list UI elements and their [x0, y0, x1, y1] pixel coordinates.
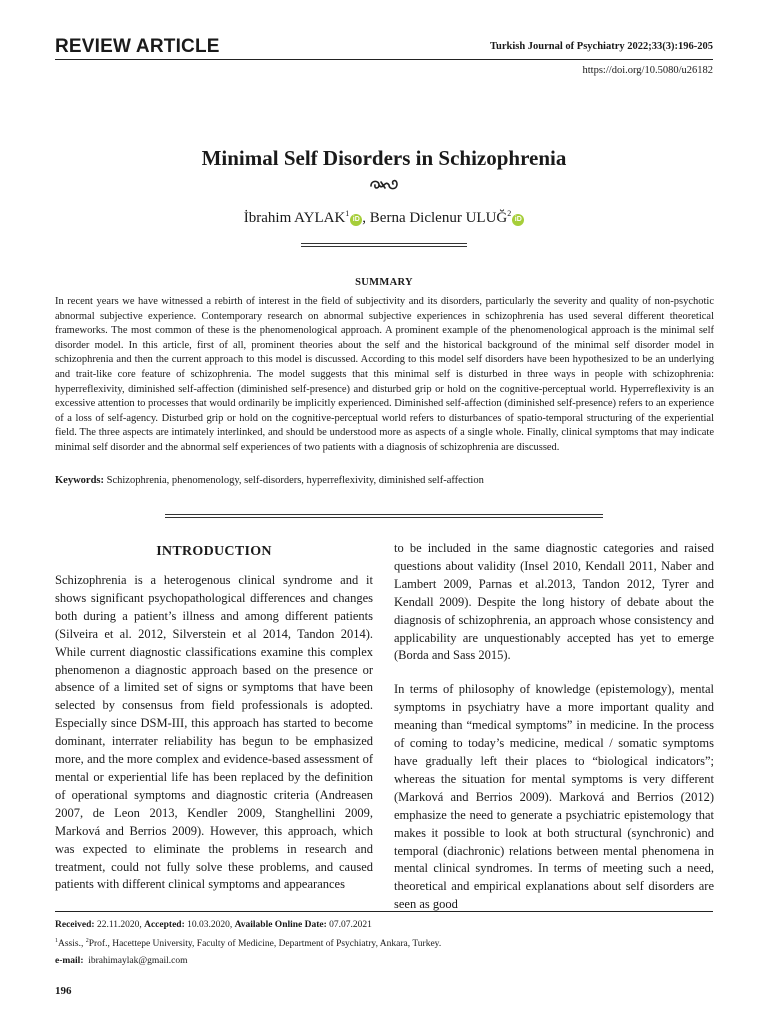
received-label: Received:: [55, 920, 95, 930]
keywords-line: [55, 475, 714, 486]
affiliation-role: Assis.,: [58, 939, 86, 950]
keywords-list: Schizophrenia, phenomenology, self-disorders, hyperreflexivity, diminished self-affection: [106, 475, 484, 486]
author-name: Berna Diclenur ULUĞ: [369, 210, 508, 226]
email-address[interactable]: ibrahimaylak@gmail.com: [88, 956, 188, 966]
accepted-label: Accepted:: [144, 920, 185, 930]
publication-dates: Received: 22.11.2020, Accepted: 10.03.2020, Available Online Date: 07.07.2021: [55, 920, 372, 930]
online-date: 07.07.2021: [329, 920, 372, 930]
page-number: 196: [55, 985, 72, 997]
article-title: Minimal Self Disorders in Schizophrenia: [201, 146, 567, 170]
affiliation-note: [55, 938, 441, 949]
introduction-heading: INTRODUCTION: [156, 544, 272, 559]
summary-heading: SUMMARY: [355, 277, 413, 288]
journal-citation: Turkish Journal of Psychiatry 2022;33(3):196-205: [489, 41, 713, 52]
accepted-date: 10.03.2020: [187, 920, 230, 930]
doi-link[interactable]: https://doi.org/10.5080/u26182: [582, 65, 713, 76]
online-date-label: Available Online Date:: [234, 920, 327, 930]
affiliation-text: Prof., Hacettepe University, Faculty of Medicine, Department of Psychiatry, Ankara, Turkey.: [88, 939, 442, 950]
article-type-label: REVIEW ARTICLE: [55, 36, 220, 57]
email-label: e-mail:: [55, 956, 84, 966]
footer-divider: [55, 911, 713, 912]
orcid-icon[interactable]: iD: [512, 214, 524, 226]
contact-email: [55, 956, 188, 966]
body-paragraph: Schizophrenia is a heterogenous clinical syndrome and it shows significant psychopathological differences and changes both during a patient’s illness and among different patients (Silveira et al. 2012, Silverstein et al 2014, Tandon 2014). While current diagnostic classifications examine this complex phenomenon a diagnostic approach based on the presence or absence of a limited set of signs or symptoms that have been selected by consensus from field professionals is adopted. Especially since DSM-III, this approach has started to become dominant, interrater reliability has begun to be emphasized more, and the more complex and evidence-based assessment of mental or experiential life has been replaced by the definition of operational symptoms and diagnostic criteria (Andreasen 2007, de Leon 2013, Kendler 2009, Stanghellini 2009, Marková and Berrios 2009). However, this approach, which was expected to eliminate the problems in research and treatment, could not fully solve these problems, and caused patients with different clinical symptoms and appearances: [55, 573, 373, 892]
author-affiliation-mark: 2: [507, 209, 512, 218]
header-divider: [55, 59, 713, 60]
decorative-fleuron-icon: [368, 176, 400, 194]
keywords-label: Keywords:: [55, 475, 104, 486]
summary-text: In recent years we have witnessed a rebirth of interest in the field of subjectivity and its disorders, particularly the severity and quality of non-psychotic abnormal subjective experience. Contemporary research on abnormal subjective experiences in schizophrenia has used several different theoretical frameworks. The most common of these is the phenomenological approach. A prominent example of the phenomenological approach is the minimal self disorder model. In this article, first of all, prominent theories about the self and the historical background of the minimal self disorder model in schizophrenia and then the current approach to this model is discussed. According to this model self disorders have been hypothesized to be an underlying and trait-like core feature of schizophrenia. The model suggests that this minimal self is disturbed in three ways in people with schizophrenia: hyperreflexivity, diminished self-affection (diminished self-presence) and disturbed grip or hold on the cognitive-perceptual world. Hyperreflexivity is an excessive attention to processes that would ordinarily be implicitly experienced. Diminished self-affection (diminished self-presence) refers to an experience of a loss of self-agency. Disturbed grip or hold on the cognitive-perceptual world refers to disturbances of spatio-temporal structuring of the experiential field. The three aspects are intimately interlinked, and should be understood more as aspects of a single whole. Finally, clinical symptoms that may indicate minimal self disorder and the abnormal self experiences of two patients with a diagnosis of schizophrenia are discussed.: [55, 296, 714, 453]
right-column: [394, 540, 714, 914]
received-date: 22.11.2020: [96, 920, 140, 930]
orcid-icon[interactable]: iD: [350, 214, 362, 226]
author-affiliation-mark: 1: [345, 209, 350, 218]
title-divider: [301, 243, 467, 247]
affiliation-mark: 2: [85, 938, 89, 944]
body-paragraph: In terms of philosophy of knowledge (epistemology), mental symptoms in psychiatry have a more important quality and meaning than “medical symptoms” in medicine. In the process of coming to today’s medicine, medical / somatic symptoms have gradually left their places to “biological indicators”; whereas the situation for mental symptoms is very different (Marková and Berrios 2009). Marková and Berrios (2012) emphasize the need to generate a psychiatric epistemology that makes it possible to look at both structural (synchronic) and temporal (diachronic) relations between mental phenomena in mental clinical syndromes. In terms of meeting such a need, theoretical and empirical explanations about self disorders are seen as good: [394, 682, 714, 912]
author-name: İbrahim AYLAK: [243, 210, 346, 226]
author-separator: ,: [362, 210, 370, 226]
section-divider: [165, 514, 603, 518]
body-paragraph: to be included in the same diagnostic categories and raised questions about validity (Insel 2010, Kendall 2011, Naber and Lambert 2009, Parnas et al.2013, Tandon 2012, Tyrer and Kendall 2009). Despite the long history of debate about the diagnosis of schizophrenia, an approach whose consistency and applicability are unquestionably accepted has yet to emerge (Borda and Sass 2015).: [394, 541, 714, 663]
left-column: [55, 540, 373, 894]
author-list: [0, 209, 768, 227]
affiliation-mark: 1: [55, 938, 58, 944]
